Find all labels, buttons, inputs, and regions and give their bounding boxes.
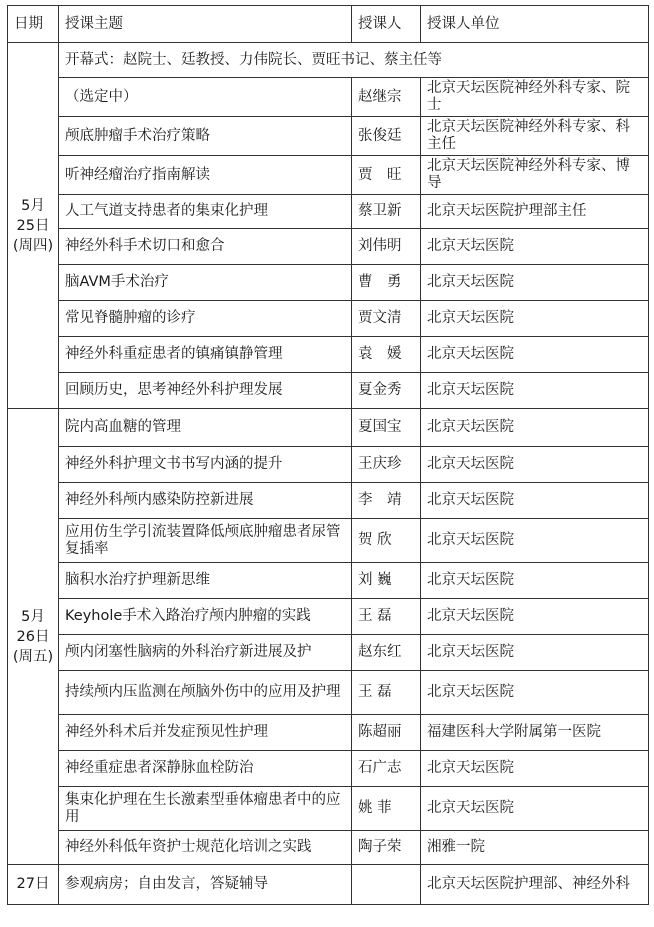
- schedule-table: [7, 5, 649, 905]
- table-row: [8, 563, 649, 599]
- org-cell: 北京天坛医院: [421, 229, 649, 265]
- lecturer-cell: 贾 旺: [352, 156, 421, 195]
- lecturer-cell: 王庆珍: [352, 447, 421, 483]
- topic-cell: 听神经瘤治疗指南解读: [59, 156, 352, 195]
- table-row: [8, 117, 649, 156]
- lecturer-cell: 刘伟明: [352, 229, 421, 265]
- topic-cell: 脑AVM手术治疗: [59, 265, 352, 301]
- org-cell: 福建医科大学附属第一医院: [421, 715, 649, 751]
- table-row: [8, 599, 649, 635]
- topic-cell: 神经外科护理文书书写内涵的提升: [59, 447, 352, 483]
- table-row: [8, 715, 649, 751]
- lecturer-cell: 李 靖: [352, 483, 421, 519]
- day2-date-cell: [8, 409, 59, 865]
- lecturer-cell: 陈超丽: [352, 715, 421, 751]
- org-cell: 北京天坛医院: [421, 373, 649, 409]
- lecturer-cell: [352, 865, 421, 905]
- org-cell: 北京天坛医院: [421, 483, 649, 519]
- header-topic: 授课主题: [59, 6, 352, 43]
- topic-cell: 神经外科颅内感染防控新进展: [59, 483, 352, 519]
- org-cell: 北京天坛医院护理部、神经外科: [421, 865, 649, 905]
- org-cell: 北京天坛医院: [421, 409, 649, 447]
- org-cell: 北京天坛医院: [421, 563, 649, 599]
- table-row: [8, 751, 649, 787]
- topic-cell: 常见脊髓肿瘤的诊疗: [59, 301, 352, 337]
- date-line: 5月: [21, 197, 45, 214]
- table-row: [8, 519, 649, 563]
- topic-cell: 人工气道支持患者的集束化护理: [59, 195, 352, 229]
- org-cell: 北京天坛医院: [421, 635, 649, 671]
- lecturer-cell: 姚 菲: [352, 787, 421, 831]
- day1-date-cell: [8, 43, 59, 409]
- header-date: 日期: [8, 6, 59, 43]
- table-row: [8, 195, 649, 229]
- date-line: 26日: [16, 628, 50, 645]
- topic-cell: 集束化护理在生长激素型垂体瘤患者中的应用: [59, 787, 352, 831]
- org-cell: 北京天坛医院: [421, 337, 649, 373]
- lecturer-cell: 贾文清: [352, 301, 421, 337]
- lecturer-cell: 王 磊: [352, 599, 421, 635]
- topic-cell: （选定中）: [59, 78, 352, 117]
- schedule-body: [8, 43, 649, 905]
- table-row: [8, 229, 649, 265]
- opening-row: [8, 43, 649, 78]
- org-cell: 北京天坛医院: [421, 751, 649, 787]
- org-cell: 北京天坛医院: [421, 301, 649, 337]
- lecturer-cell: 王 磊: [352, 671, 421, 715]
- org-cell: 北京天坛医院神经外科专家、院士: [421, 78, 649, 117]
- org-cell: 北京天坛医院: [421, 599, 649, 635]
- lecturer-cell: 赵继宗: [352, 78, 421, 117]
- header-row: [8, 6, 649, 43]
- org-cell: 北京天坛医院神经外科专家、博导: [421, 156, 649, 195]
- topic-cell: 颅底肿瘤手术治疗策略: [59, 117, 352, 156]
- topic-cell: 脑积水治疗护理新思维: [59, 563, 352, 599]
- date-line: 5月: [21, 608, 45, 625]
- topic-cell: 参观病房；自由发言，答疑辅导: [59, 865, 352, 905]
- table-row: [8, 831, 649, 865]
- lecturer-cell: 袁 媛: [352, 337, 421, 373]
- table-row: [8, 447, 649, 483]
- topic-cell: 神经重症患者深静脉血栓防治: [59, 751, 352, 787]
- lecturer-cell: 赵东红: [352, 635, 421, 671]
- topic-cell: 神经外科低年资护士规范化培训之实践: [59, 831, 352, 865]
- lecturer-cell: 夏国宝: [352, 409, 421, 447]
- lecturer-cell: 刘 巍: [352, 563, 421, 599]
- topic-cell: 颅内闭塞性脑病的外科治疗新进展及护: [59, 635, 352, 671]
- day3-row: [8, 865, 649, 905]
- day3-date-cell: 27日: [8, 865, 59, 905]
- org-cell: 北京天坛医院: [421, 447, 649, 483]
- topic-cell: 神经外科手术切口和愈合: [59, 229, 352, 265]
- table-row: [8, 671, 649, 715]
- topic-cell: 回顾历史，思考神经外科护理发展: [59, 373, 352, 409]
- lecturer-cell: 陶子荣: [352, 831, 421, 865]
- org-cell: 北京天坛医院: [421, 787, 649, 831]
- table-row: [8, 373, 649, 409]
- org-cell: 北京天坛医院: [421, 519, 649, 563]
- lecturer-cell: 石广志: [352, 751, 421, 787]
- header-lecturer: 授课人: [352, 6, 421, 43]
- table-row: [8, 635, 649, 671]
- table-row: [8, 265, 649, 301]
- topic-cell: 神经外科术后并发症预见性护理: [59, 715, 352, 751]
- org-cell: 北京天坛医院护理部主任: [421, 195, 649, 229]
- date-line: 25日: [16, 217, 50, 234]
- header-org: 授课人单位: [421, 6, 649, 43]
- lecturer-cell: 蔡卫新: [352, 195, 421, 229]
- table-row: [8, 301, 649, 337]
- table-row: [8, 787, 649, 831]
- table-row: [8, 156, 649, 195]
- table-row: [8, 78, 649, 117]
- lecturer-cell: 张俊廷: [352, 117, 421, 156]
- org-cell: 北京天坛医院神经外科专家、科主任: [421, 117, 649, 156]
- topic-cell: 神经外科重症患者的镇痛镇静管理: [59, 337, 352, 373]
- table-row: [8, 483, 649, 519]
- topic-cell: 应用仿生学引流装置降低颅底肿瘤患者尿管复插率: [59, 519, 352, 563]
- table-row: [8, 409, 649, 447]
- topic-cell: 院内高血糖的管理: [59, 409, 352, 447]
- lecturer-cell: 贺 欣: [352, 519, 421, 563]
- date-line: (周四): [12, 237, 54, 254]
- org-cell: 北京天坛医院: [421, 265, 649, 301]
- opening-cell: 开幕式：赵院士、廷教授、力伟院长、贾旺书记、蔡主任等: [59, 43, 649, 78]
- org-cell: 北京天坛医院: [421, 671, 649, 715]
- lecturer-cell: 夏金秀: [352, 373, 421, 409]
- date-line: (周五): [12, 648, 54, 665]
- topic-cell: 持续颅内压监测在颅脑外伤中的应用及护理: [59, 671, 352, 715]
- topic-cell: Keyhole手术入路治疗颅内肿瘤的实践: [59, 599, 352, 635]
- org-cell: 湘雅一院: [421, 831, 649, 865]
- lecturer-cell: 曹 勇: [352, 265, 421, 301]
- table-row: [8, 337, 649, 373]
